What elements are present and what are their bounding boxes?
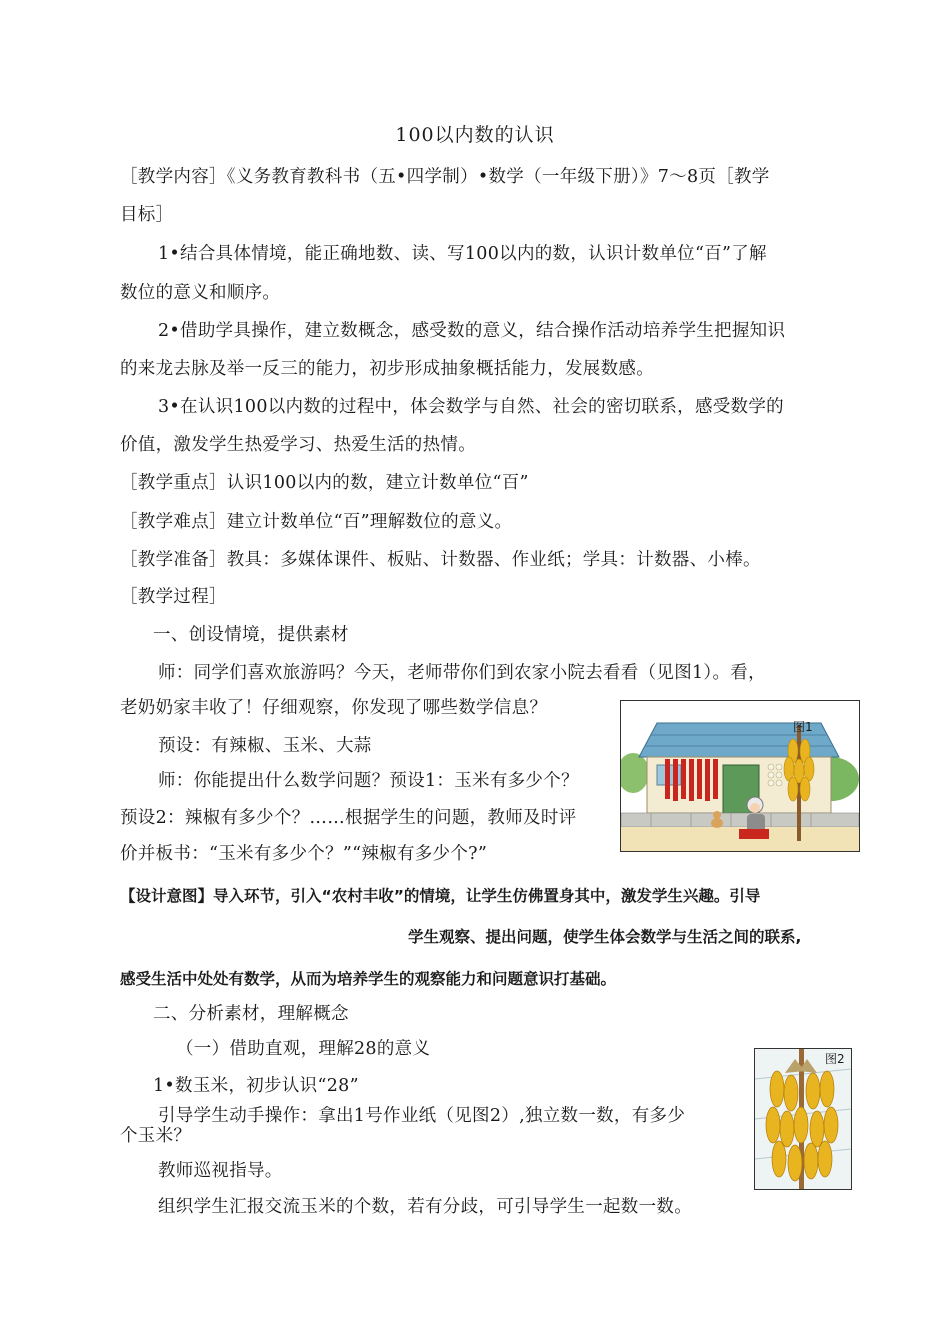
teaching-content-line2: 目标］ <box>120 205 174 225</box>
section2-p1-line2: 个玉米？ <box>120 1126 192 1146</box>
goal-2-line2: 的来龙去脉及举一反三的能力，初步形成抽象概括能力，发展数感。 <box>120 359 654 379</box>
section1-p3-line1: 师：你能提出什么数学问题？预设1：玉米有多少个？ <box>158 771 579 791</box>
key-point: ［教学重点］认识100以内的数，建立计数单位“百” <box>120 473 529 493</box>
section1-p1-line2: 老奶奶家丰收了！仔细观察，你发现了哪些数学信息？ <box>120 698 548 718</box>
section2-heading: 二、分析素材，理解概念 <box>153 1004 349 1024</box>
goal-2-line1: 2•借助学具操作，建立数概念，感受数的意义，结合操作活动培养学生把握知识 <box>158 321 786 341</box>
goal-1-line2: 数位的意义和顺序。 <box>120 283 281 303</box>
goal-1-line1: 1•结合具体情境，能正确地数、读、写100以内的数，认识计数单位“百”了解 <box>158 244 767 264</box>
figure-1-farmhouse <box>620 700 860 852</box>
section1-p2: 预设：有辣椒、玉米、大蒜 <box>158 736 372 756</box>
difficulty: ［教学难点］建立计数单位“百”理解数位的意义。 <box>120 512 513 532</box>
section2-p2: 教师巡视指导。 <box>158 1161 283 1181</box>
goal-3-line2: 价值，激发学生热爱学习、热爱生活的热情。 <box>120 435 476 455</box>
design-intent-line1: 【设计意图】导入环节，引入“农村丰收”的情境，让学生仿佛置身其中，激发学生兴趣。引导 <box>120 887 761 905</box>
section1-p3-line2: 预设2：辣椒有多少个？……根据学生的问题，教师及时评 <box>120 808 577 828</box>
design-intent-line3: 感受生活中处处有数学，从而为培养学生的观察能力和问题意识打基础。 <box>120 970 617 988</box>
figure-2-corn <box>754 1048 852 1190</box>
section2-sub1: （一）借助直观，理解28的意义 <box>176 1039 431 1059</box>
design-intent-line2: 学生观察、提出问题，使学生体会数学与生活之间的联系, <box>408 928 802 946</box>
section2-item1: 1•数玉米，初步认识“28” <box>153 1076 359 1096</box>
section1-p3-line3: 价并板书：“玉米有多少个？”“辣椒有多少个?” <box>120 844 488 864</box>
goal-3-line1: 3•在认识100以内数的过程中，体会数学与自然、社会的密切联系，感受数学的 <box>158 397 784 417</box>
section2-p1-line1: 引导学生动手操作：拿出1号作业纸（见图2）,独立数一数，有多少 <box>158 1106 686 1126</box>
figure-1-label: 图1 <box>793 720 813 734</box>
page-title: 100以内数的认识 <box>395 124 555 146</box>
section2-p3: 组织学生汇报交流玉米的个数，若有分歧，可引导学生一起数一数。 <box>158 1197 692 1217</box>
section1-heading: 一、创设情境，提供素材 <box>153 625 349 645</box>
section1-p1-line1: 师：同学们喜欢旅游吗？今天，老师带你们到农家小院去看看（见图1）。看， <box>158 663 766 683</box>
figure-2-label: 图2 <box>825 1052 845 1066</box>
teaching-content-line1: ［教学内容］《义务教育教科书（五•四学制）•数学（一年级下册）》7～8页［教学 <box>120 167 770 187</box>
preparation: ［教学准备］教具：多媒体课件、板贴、计数器、作业纸；学具：计数器、小棒。 <box>120 550 761 570</box>
process-heading: ［教学过程］ <box>120 587 227 607</box>
